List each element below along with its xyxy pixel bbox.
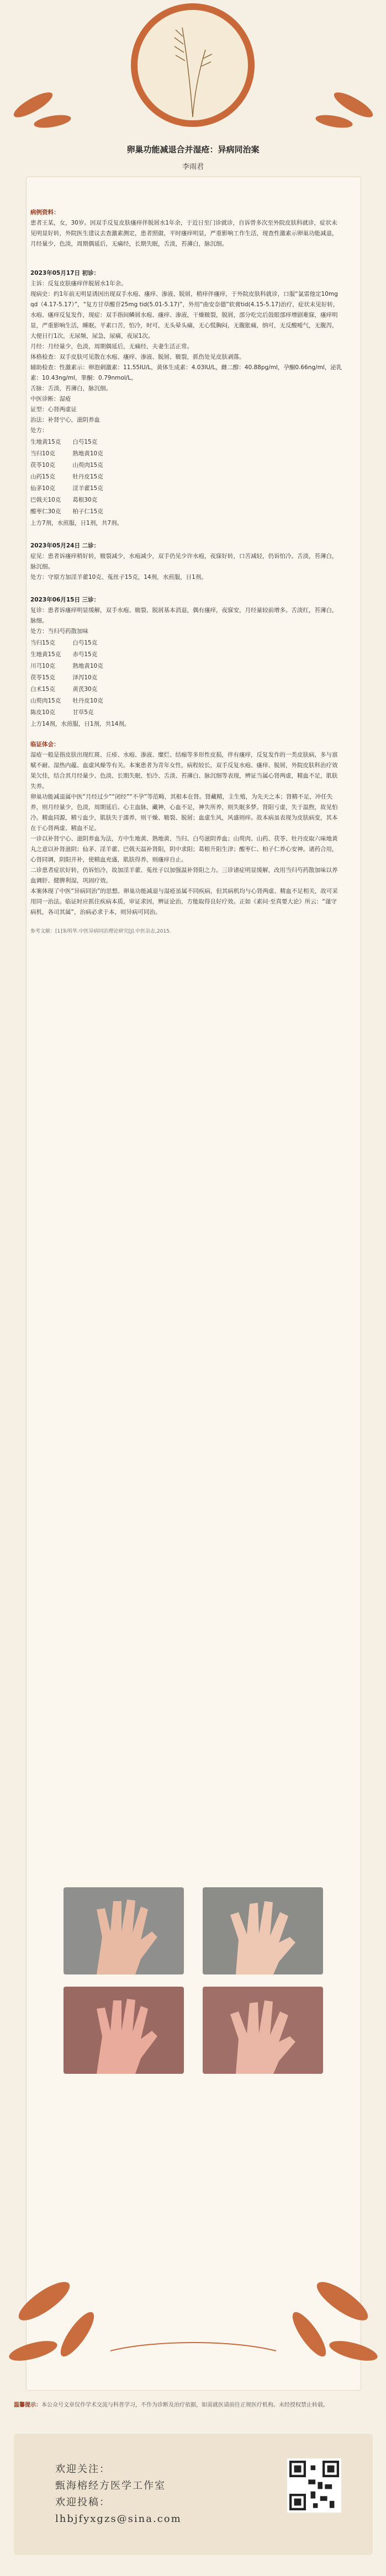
rx-line: 陈皮10克 甘草5克 [30, 709, 94, 716]
case-line: 月经：月经量少，色淡，周期偶延后，无痛经，夫妻生活正常。 [30, 343, 193, 350]
case-line: 主诉：反复皮肤瘙痒伴脱屑水1年余。 [30, 280, 127, 287]
rx-line: 当归10克 熟地黄10克 [30, 450, 103, 457]
footer-note [14, 2401, 373, 2410]
reference: 参考文献：[1]朱明华.中医异病同治理论研究[J].中医杂志,2015. [30, 929, 171, 934]
case-line: 证型：心肾两虚证 [30, 406, 77, 413]
rx-line: 上方7剂，水煎服，日1剂，共7剂。 [30, 520, 123, 526]
case-heading: 病例资料： [30, 209, 60, 216]
hand-photo-before-2 [203, 1887, 323, 1974]
hand-photo-after [64, 1987, 184, 2074]
contact-line: 欢迎关注： [55, 2463, 110, 2475]
hand-photo-after-2 [203, 1987, 323, 2074]
case-line: 中医诊断：湿疮 [30, 396, 71, 402]
analysis-paragraph: 二诊患者症状好转，仍诉怕冷，故加淫羊藿、菟丝子以加强温补肾阳之力。三诊诸症明显缓解，改用当归芍药散加味以养血调肝、健脾利湿，巩固疗效。 [30, 867, 338, 884]
rx-line: 白术15克 黄芪30克 [30, 686, 98, 693]
contact-line: 欢迎投稿： [55, 2497, 110, 2508]
footer-note-label: 温馨提示： [14, 2402, 41, 2408]
rx-line: 酸枣仁30克 柏子仁15克 [30, 508, 103, 515]
leaf-left-icon [10, 88, 72, 130]
rx-line: 山萸肉15克 牡丹皮10克 [30, 698, 103, 704]
contact-email[interactable]: lhbjfyxgzs@sina.com [55, 2513, 182, 2525]
analysis-paragraph: 湿疮一般是指皮肤出现红斑、丘疹、水疱、渗液、糜烂、结痂等多形性皮损，伴有瘙痒，反复发作的一类皮肤病，多与禀赋不耐、湿热内蕴、血虚风燥等有关。本案患者为青年女性，病程较长，双手反复水疱、瘙痒、脱屑，外院皮肤科治疗效果欠佳，结合其月经量少、色淡、长期失眠、怕冷、舌淡、苔薄白、脉沉细等表现，辨证当属心肾两虚，精血不足，肌肤失养。 [30, 752, 338, 790]
inner-circle [138, 10, 248, 120]
top-banner [0, 0, 386, 138]
analysis-heading: 临证体会： [30, 741, 60, 748]
rx-line: 生地黄15克 赤芍15克 [30, 651, 98, 658]
case-line: 处方： [30, 427, 48, 434]
contact-text [55, 2461, 182, 2527]
case-line: 现病史：约1年前无明显诱因出现双手水疱、瘙痒、渗液、脱屑，稍痒伴瘙痒，于外院皮肤科就诊，口服“氯雷他定10mg qd（4.17-5.17）”，“复方甘草酸苷25mg tid(5.01-5.17)”，外用“曲安奈德”软膏tid(4.15-5.17)治疗，症状未见好转，水疱、瘙痒反复发作，现症：双手指间鳞屑水疱、瘙痒、渗液，干燥皲裂，脱屑，部分吃完后鼓眼部痒增剧难寐，瘙痒明显，严重影响生活，睡眠。平素口苦，怕冷，时可，无头晕头痛，无心慌胸闷，无腹胀痛，纳可，无反酸嗳气，无腹泻，大便日行1次，无尿频，尿急，尿痛，夜尿1次。 [30, 291, 339, 339]
leaves-left-icon [7, 2276, 99, 2365]
case-line: 辅助检查：性激素示：卵泡刺激素：11.55IU/L，黄体生成素：4.03IU/L，雌二醇：40.88pg/ml，孕酮0.66ng/ml，泌乳素：10.43ng/ml，睾酮：0.79nmol/L。 [30, 364, 342, 381]
divider-curve [110, 2343, 276, 2351]
visit3-line: 处方：当归芍药散加味 [30, 628, 88, 635]
analysis-paragraph: 卵巢功能减退属中医“月经过少”“闭经”“不孕”等范畴，其根本在肾。肾藏精，主生殖，为先天之本；肾精不足，冲任失养，则月经量少，色淡，周期延后。心主血脉，藏神，心血不足，神失所养，则失眠多梦。肾阳亏虚，失于温煦，故见怕冷。精血同源，精亏血少，肌肤失于濡养，则干燥、皲裂、脱屑；血虚生风，风盛则痒。故本病虽表现为皮肤病变，其本在于心肾两虚、精血不足。 [30, 794, 338, 832]
rx-line: 仙茅10克 淫羊藿15克 [30, 485, 103, 492]
bottom-decoration [0, 2207, 386, 2406]
hand-photo-before [64, 1887, 184, 1974]
rx-line: 茯苓10克 山萸肉15克 [30, 462, 103, 469]
rx-line: 茯苓15克 泽泻10克 [30, 674, 98, 681]
visit2-line: 症见：患者诉瘙痒稍好转，皲裂减少，水疱减少，双手仍见少许水疱，夜寐好转，口苦减轻，仍诉怕冷。舌淡，苔薄白，脉沉细。 [30, 553, 338, 570]
title-block [0, 143, 386, 171]
contact-line: 甄海榕经方医学工作室 [55, 2480, 166, 2492]
rx-line: 巴戟天10克 葛根30克 [30, 497, 98, 503]
leaf-right-icon [315, 88, 376, 130]
visit2-heading: 2023年05月24日 二诊： [30, 542, 100, 549]
rx-line: 上方14剂，水煎服，日1剂，共14剂。 [30, 721, 130, 727]
article-content [30, 204, 342, 937]
case-line: 舌脉：舌淡，苔薄白，脉沉细。 [30, 385, 112, 392]
case-line: 治法：补肾宁心，滋阴养血 [30, 417, 100, 423]
footer-note-text: 本公众号文章仅作学术交流与科普学习，不作为诊断及治疗依据，如需就医请前往正规医疗机构。未经授权禁止转载。 [41, 2402, 329, 2408]
rx-line: 生地黄15克 白芍15克 [30, 439, 98, 445]
author-name: 李雨君 [182, 163, 204, 171]
visit1-heading: 2023年05月17日 初诊： [30, 270, 100, 276]
analysis-paragraph: 一诊以补肾宁心、滋阴养血为法，方中生地黄、熟地黄、当归、白芍滋阴养血；山萸肉、山药、茯苓、牡丹皮取六味地黄丸之意以补肾滋阴；仙茅、淫羊藿、巴戟天温补肾阳，阴中求阳；葛根升阳生津；酸枣仁、柏子仁养心安神。诸药合用，心肾同调，阴阳并补，使精血充盛，肌肤得养，则瘙痒自止。 [30, 835, 338, 863]
qr-code-icon [287, 2458, 341, 2513]
case-line: 体格检查：双手皮肤可见散在水疱、瘙痒、渗液、脱屑、皲裂，抓伤处见皮肤剥落。 [30, 354, 245, 360]
leaves-right-icon [287, 2276, 379, 2365]
rx-line: 山药15克 牡丹皮15克 [30, 473, 103, 480]
analysis-paragraph: 本案体现了中医“异病同治”的思想。卵巢功能减退与湿疮虽属不同疾病，但其病机均与心肾两虚、精血不足相关，故可采用同一治法。临证时应抓住疾病本质，审证求因，辨证论治，方能取得良好疗效。正如《素问·至真要大论》所云：“谨守病机，各司其属”，治病必求于本，则异病可同治。 [30, 888, 338, 916]
visit3-line: 复诊：患者诉瘙痒明显缓解，双手水疱、皲裂、脱屑基本消退，偶有瘙痒，夜寐安，月经量较前增多。舌淡红，苔薄白，脉细。 [30, 607, 338, 624]
visit2-line: 处方：守原方加淫羊藿10克、菟丝子15克，14剂，水煎服，日1剂。 [30, 574, 207, 581]
rx-line: 当归15克 白芍15克 [30, 640, 98, 646]
photo-grid [64, 1887, 323, 2086]
rx-line: 川芎10克 熟地黄10克 [30, 663, 103, 669]
article-title: 卵巢功能减退合并湿疮：异病同治案 [126, 145, 260, 155]
visit3-heading: 2023年06月15日 三诊： [30, 597, 100, 603]
case-line: 患者王某，女，30岁。因双手反复皮肤瘙痒伴脱屑水1年余，于近日至门诊就诊，自诉曾多次至外院皮肤科就诊，症状未见明显好转，外院医生建议去查激素测定，患者照做，平时瘙痒明显，严重影响工作生活，现查性激素示卵巢功能减退，月经量少，色淡，周期偶延后，无痛经，长期失眠，舌淡，苔薄白，脉沉细。 [30, 220, 338, 247]
